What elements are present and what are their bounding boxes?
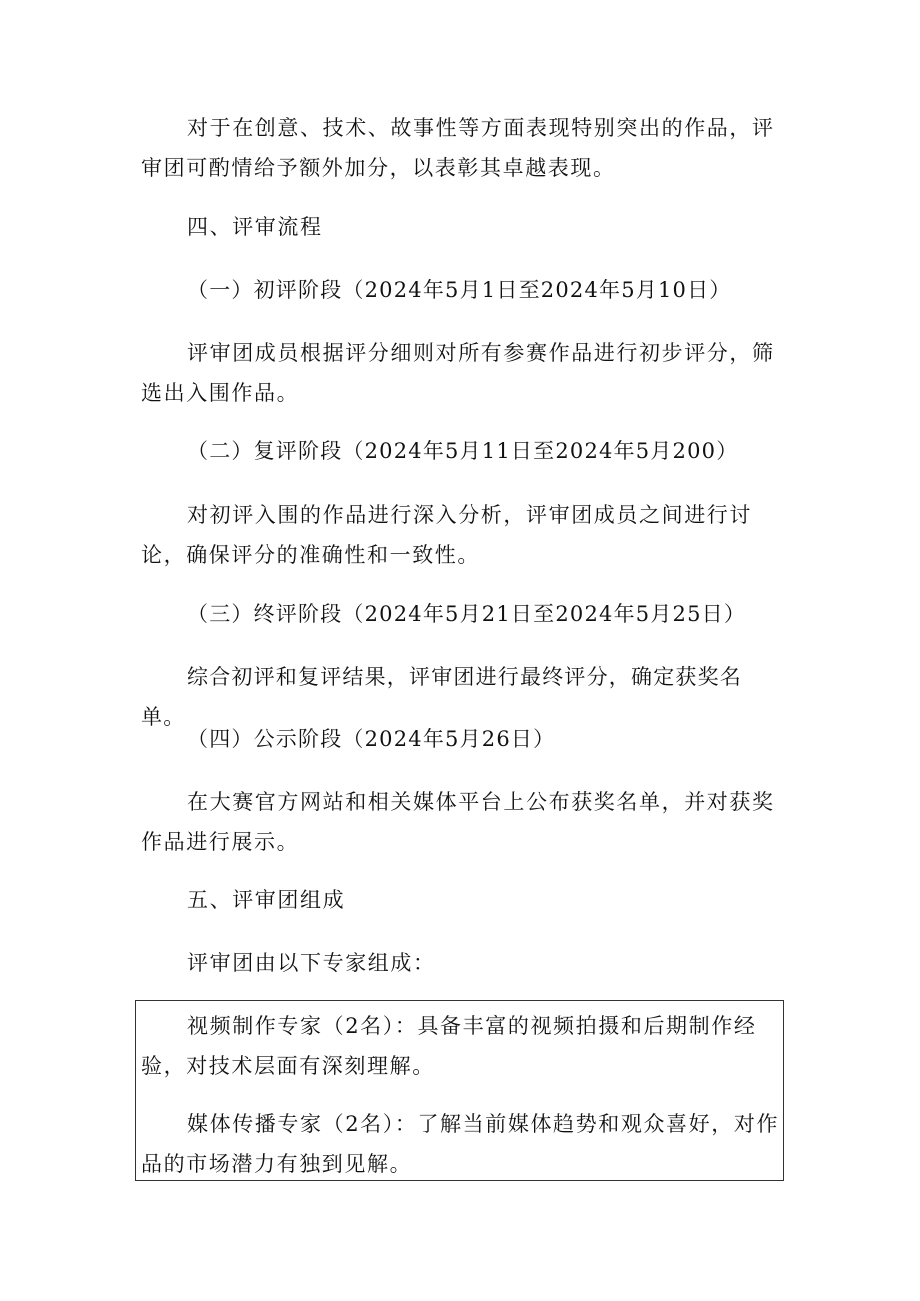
stage-4-text: 在大赛官方网站和相关媒体平台上公布获奖名单，并对获奖作品进行展示。 xyxy=(141,790,775,854)
section-4-heading: 四、评审流程 xyxy=(187,215,323,239)
stage-2-text: 对初评入围的作品进行深入分析，评审团成员之间进行讨论，确保评分的准确性和一致性。 xyxy=(141,503,752,567)
section-5-heading: 五、评审团组成 xyxy=(187,888,346,912)
stage-3-text: 综合初评和复评结果，评审团进行最终评分，确定获奖名单。 xyxy=(141,665,742,729)
stage-4-heading: （四）公示阶段（2024年5月26日） xyxy=(187,727,556,751)
jury-media-expert: 媒体传播专家（2名）：了解当前媒体趋势和观众喜好，对作品的市场潜力有独到见解。 xyxy=(141,1112,780,1176)
stage-1-text: 评审团成员根据评分细则对所有参赛作品进行初步评分，筛选出入围作品。 xyxy=(141,341,775,405)
stage-2-heading: （二）复评阶段（2024年5月11日至2024年5月200） xyxy=(187,439,739,463)
stage-3-heading: （三）终评阶段（2024年5月21日至2024年5月25日） xyxy=(187,602,747,626)
jury-video-expert: 视频制作专家（2名）：具备丰富的视频拍摄和后期制作经验，对技术层面有深刻理解。 xyxy=(141,1014,757,1078)
jury-experts-box xyxy=(135,1000,784,1181)
bonus-paragraph: 对于在创意、技术、故事性等方面表现特别突出的作品，评审团可酌情给予额外加分，以表彰其卓越表现。 xyxy=(141,116,775,180)
jury-intro: 评审团由以下专家组成： xyxy=(187,951,436,975)
stage-1-heading: （一）初评阶段（2024年5月1日至2024年5月10日） xyxy=(187,278,732,302)
